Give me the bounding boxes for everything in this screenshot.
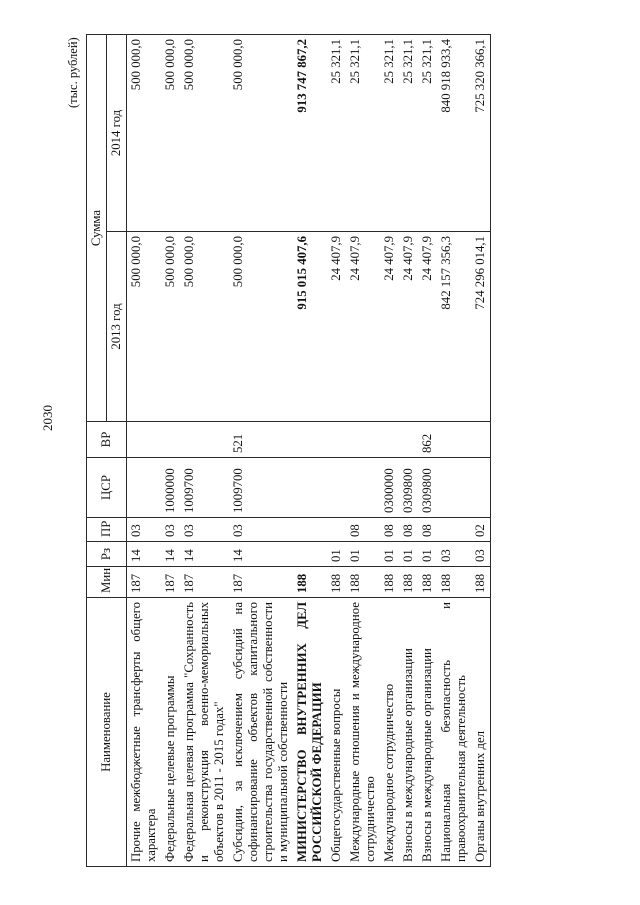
cell-y2014: 500 000,0	[229, 35, 293, 232]
table-row	[180, 35, 229, 867]
cell-y2013: 24 407,9	[399, 232, 418, 422]
header-vr: ВР	[87, 422, 127, 458]
cell-name: Международные отношения и международное сотрудничество	[346, 598, 380, 867]
cell-pr: 08	[418, 518, 437, 542]
cell-y2013: 24 407,9	[327, 232, 346, 422]
cell-csr	[293, 458, 327, 518]
cell-rz: 01	[399, 542, 418, 567]
cell-y2014: 25 321,1	[418, 35, 437, 232]
cell-vr	[471, 422, 491, 458]
cell-csr: 1000000	[161, 458, 180, 518]
cell-pr: 03	[229, 518, 293, 542]
cell-pr: 03	[127, 518, 162, 542]
cell-y2013: 724 296 014,1	[471, 232, 491, 422]
cell-name: Федеральная целевая программа "Сохранность и реконструкция военно-мемориальных объектов в 2011 - 2015 годах"	[180, 598, 229, 867]
cell-min: 188	[327, 567, 346, 598]
cell-csr: 0309800	[399, 458, 418, 518]
header-year-2013: 2013 год	[107, 232, 127, 422]
cell-y2013: 842 157 356,3	[437, 232, 471, 422]
budget-table	[86, 34, 491, 867]
cell-y2013: 500 000,0	[180, 232, 229, 422]
cell-name: Органы внутренних дел	[471, 598, 491, 867]
table-row	[327, 35, 346, 867]
header-name: Наименование	[87, 598, 127, 867]
cell-rz: 01	[327, 542, 346, 567]
cell-name: Международное сотрудничество	[380, 598, 399, 867]
cell-min: 187	[161, 567, 180, 598]
cell-pr: 08	[399, 518, 418, 542]
header-rz: Рз	[87, 542, 127, 567]
table-row	[437, 35, 471, 867]
cell-min: 188	[418, 567, 437, 598]
cell-vr	[127, 422, 162, 458]
table-row	[346, 35, 380, 867]
cell-csr	[327, 458, 346, 518]
header-csr: ЦСР	[87, 458, 127, 518]
cell-vr	[161, 422, 180, 458]
cell-csr: 0309800	[418, 458, 437, 518]
cell-rz: 14	[229, 542, 293, 567]
cell-pr: 08	[346, 518, 380, 542]
table-row	[161, 35, 180, 867]
rotated-sheet	[86, 27, 616, 867]
table-row	[418, 35, 437, 867]
cell-rz	[293, 542, 327, 567]
table-row	[380, 35, 399, 867]
cell-y2014: 25 321,1	[399, 35, 418, 232]
cell-name: Субсидии, за исключением субсидий на софинансирование объектов капитального строительства государственной собственности и муниципальной собственности	[229, 598, 293, 867]
cell-y2014: 500 000,0	[180, 35, 229, 232]
cell-y2014: 500 000,0	[161, 35, 180, 232]
cell-y2014: 500 000,0	[127, 35, 162, 232]
cell-min: 188	[399, 567, 418, 598]
cell-csr	[127, 458, 162, 518]
cell-vr	[380, 422, 399, 458]
cell-name: Федеральные целевые программы	[161, 598, 180, 867]
cell-y2014: 725 320 366,1	[471, 35, 491, 232]
cell-vr: 862	[418, 422, 437, 458]
page-number: 2030	[40, 405, 55, 431]
cell-pr: 08	[380, 518, 399, 542]
cell-rz: 03	[471, 542, 491, 567]
header-pr: ПР	[87, 518, 127, 542]
table-body	[127, 35, 491, 867]
cell-csr	[471, 458, 491, 518]
cell-y2013: 500 000,0	[127, 232, 162, 422]
cell-rz: 03	[437, 542, 471, 567]
cell-csr: 1009700	[180, 458, 229, 518]
cell-y2014: 25 321,1	[327, 35, 346, 232]
cell-y2013: 24 407,9	[418, 232, 437, 422]
cell-rz: 01	[418, 542, 437, 567]
cell-vr	[399, 422, 418, 458]
cell-min: 188	[437, 567, 471, 598]
cell-pr	[327, 518, 346, 542]
cell-y2013: 24 407,9	[346, 232, 380, 422]
cell-vr: 521	[229, 422, 293, 458]
table-row	[471, 35, 491, 867]
cell-min: 188	[380, 567, 399, 598]
cell-pr	[437, 518, 471, 542]
table-header	[87, 35, 127, 867]
cell-min: 188	[471, 567, 491, 598]
cell-y2013: 24 407,9	[380, 232, 399, 422]
cell-min: 187	[180, 567, 229, 598]
cell-name: МИНИСТЕРСТВО ВНУТРЕННИХ ДЕЛ РОССИЙСКОЙ ФЕДЕРАЦИИ	[293, 598, 327, 867]
cell-y2014: 913 747 867,2	[293, 35, 327, 232]
table-row	[293, 35, 327, 867]
cell-vr	[327, 422, 346, 458]
cell-name: Взносы в международные организации	[418, 598, 437, 867]
cell-csr: 0300000	[380, 458, 399, 518]
cell-y2013: 915 015 407,6	[293, 232, 327, 422]
header-sum: Сумма	[87, 35, 107, 422]
cell-csr: 1009700	[229, 458, 293, 518]
cell-rz: 01	[380, 542, 399, 567]
cell-min: 187	[229, 567, 293, 598]
table-row	[127, 35, 162, 867]
units-note: (тыс. рублей)	[66, 37, 80, 108]
cell-name: Взносы в международные организации	[399, 598, 418, 867]
cell-pr: 03	[161, 518, 180, 542]
cell-min: 187	[127, 567, 162, 598]
cell-vr	[346, 422, 380, 458]
cell-min: 188	[346, 567, 380, 598]
cell-y2014: 25 321,1	[346, 35, 380, 232]
header-year-2014: 2014 год	[107, 35, 127, 232]
cell-name: Прочие межбюджетные трансферты общего характера	[127, 598, 162, 867]
cell-pr	[293, 518, 327, 542]
cell-vr	[180, 422, 229, 458]
cell-csr	[437, 458, 471, 518]
header-min: Мин	[87, 567, 127, 598]
cell-pr: 02	[471, 518, 491, 542]
cell-y2013: 500 000,0	[161, 232, 180, 422]
cell-pr: 03	[180, 518, 229, 542]
cell-name: Общегосударственные вопросы	[327, 598, 346, 867]
cell-min: 188	[293, 567, 327, 598]
cell-y2013: 500 000,0	[229, 232, 293, 422]
cell-rz: 14	[127, 542, 162, 567]
table-row	[229, 35, 293, 867]
cell-vr	[437, 422, 471, 458]
cell-rz: 14	[161, 542, 180, 567]
cell-name: Национальная безопасность и правоохранительная деятельность	[437, 598, 471, 867]
cell-csr	[346, 458, 380, 518]
cell-y2014: 840 918 933,4	[437, 35, 471, 232]
cell-y2014: 25 321,1	[380, 35, 399, 232]
cell-vr	[293, 422, 327, 458]
cell-rz: 01	[346, 542, 380, 567]
cell-rz: 14	[180, 542, 229, 567]
table-row	[399, 35, 418, 867]
